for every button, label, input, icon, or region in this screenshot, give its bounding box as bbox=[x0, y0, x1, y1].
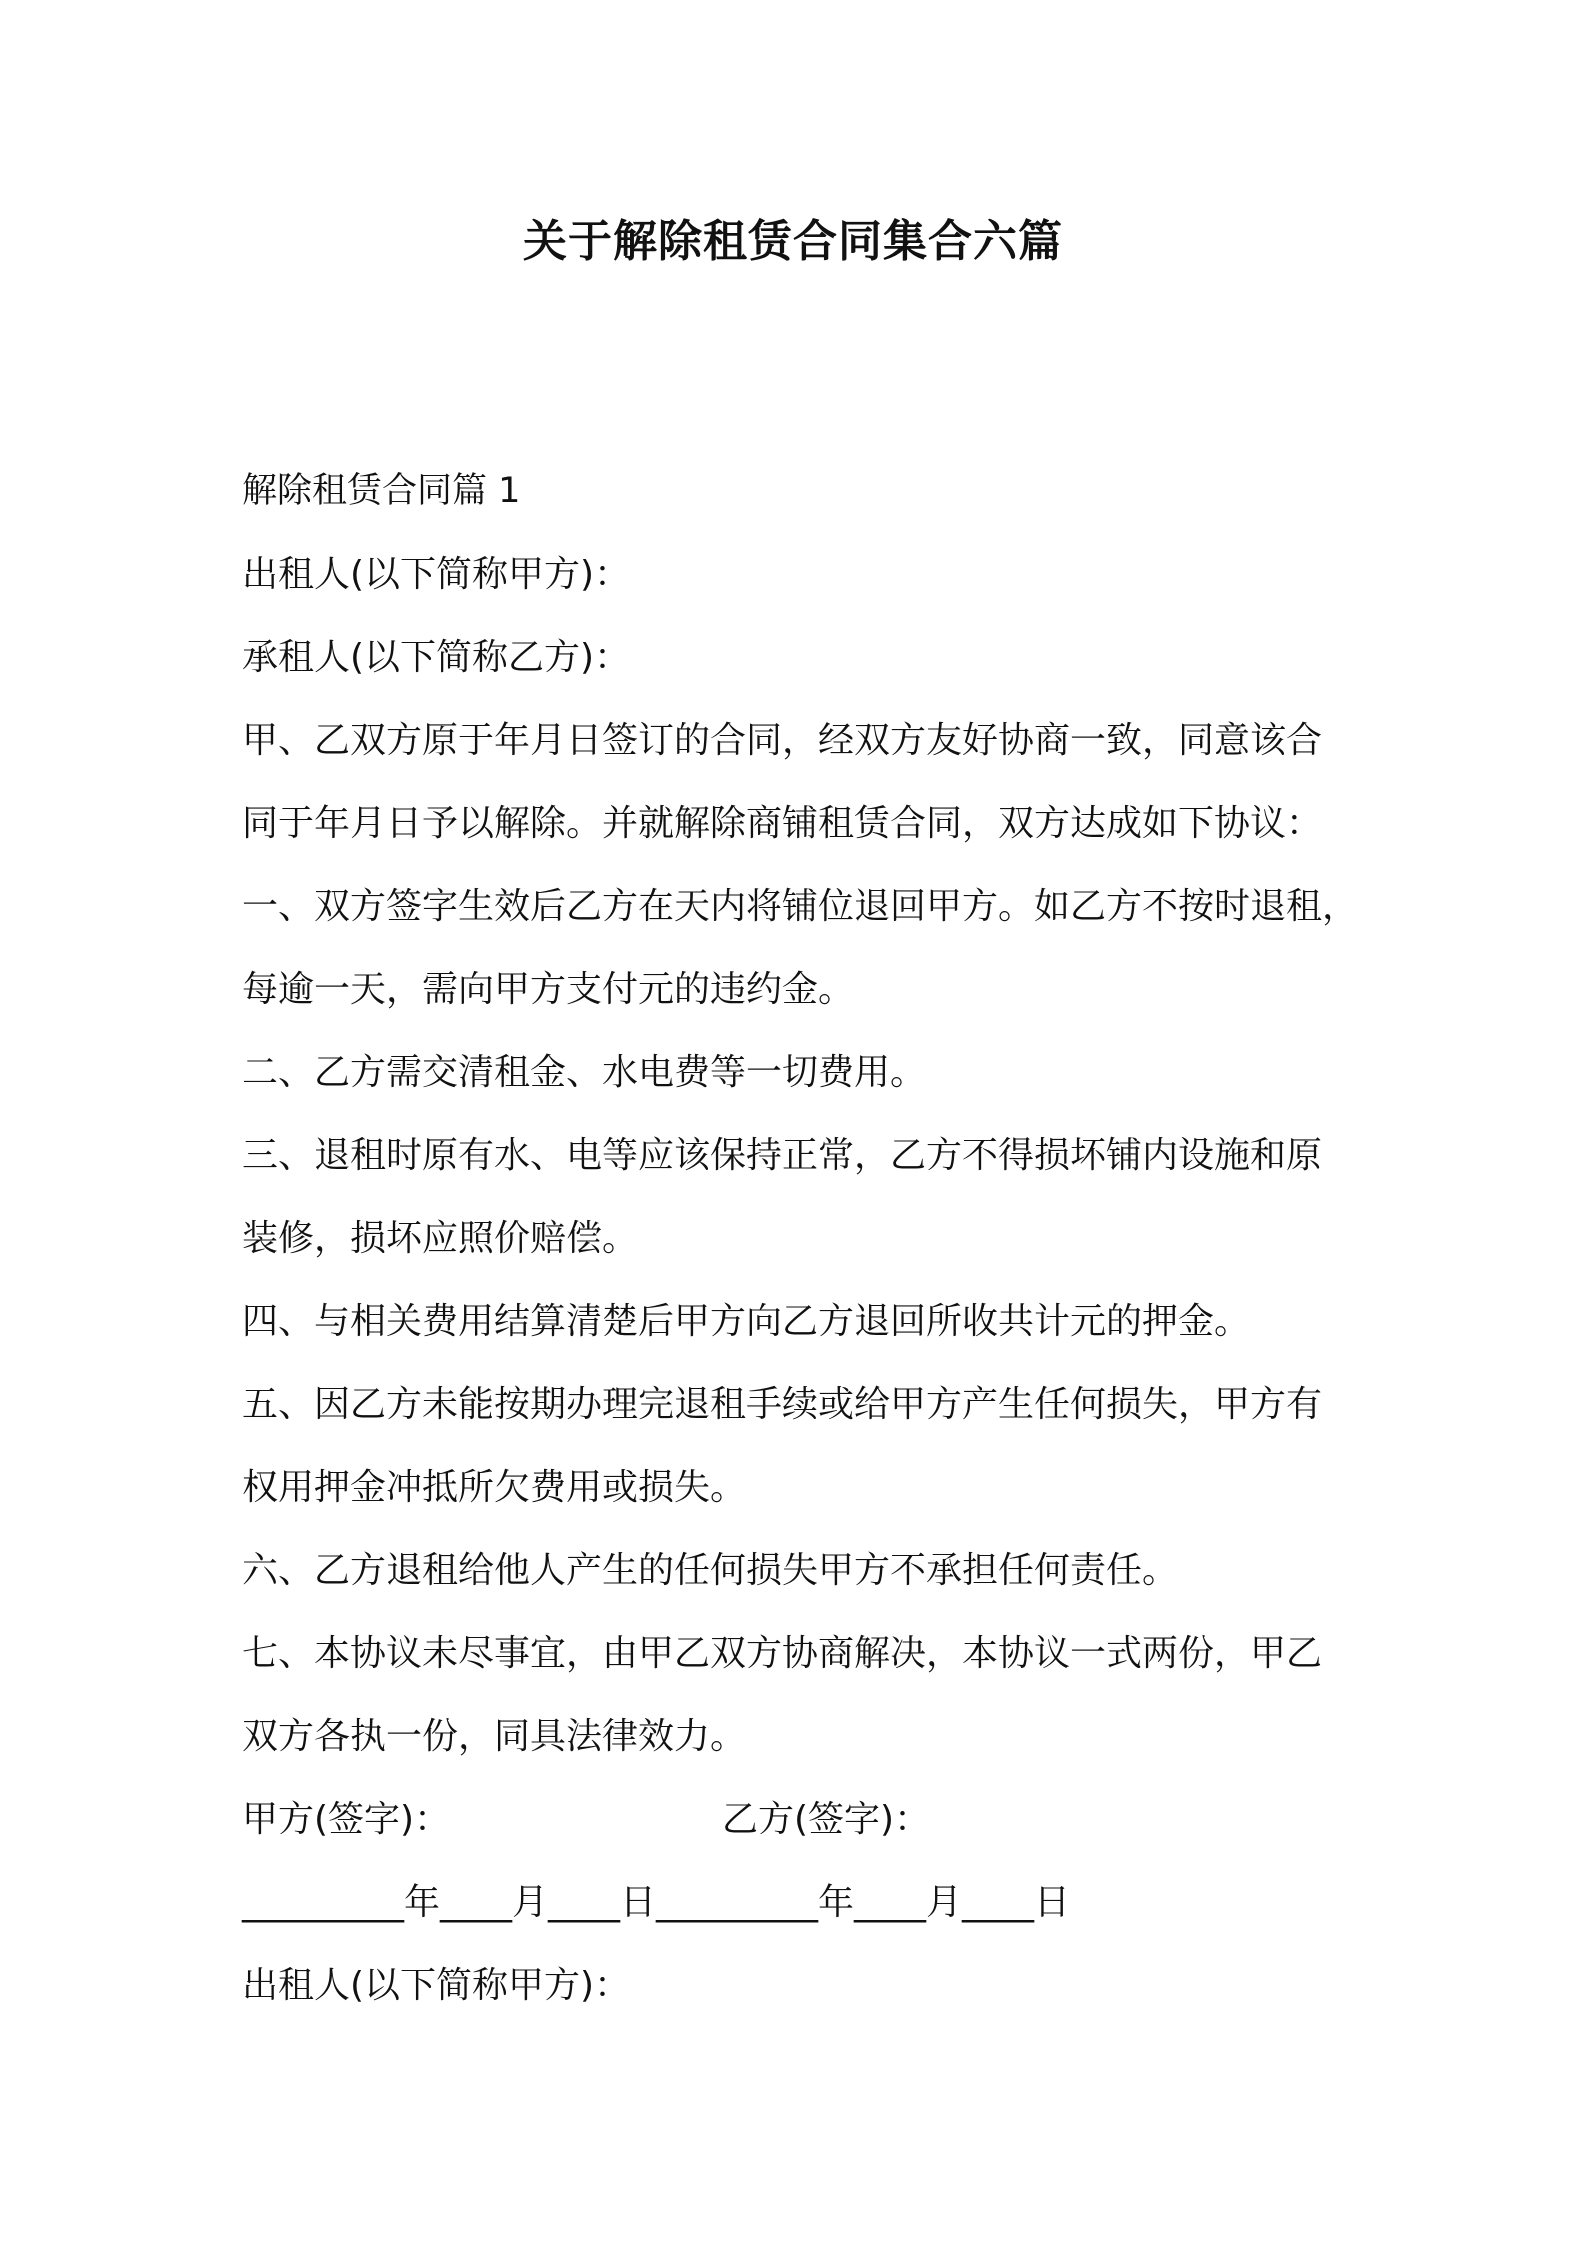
clause-line: 五、因乙方未能按期办理完退租手续或给甲方产生任何损失，甲方有 bbox=[242, 1384, 1323, 1425]
paragraph-line: 甲、乙双方原于年月日签订的合同，经双方友好协商一致，同意该合 bbox=[242, 720, 1323, 761]
clause-line: 每逾一天，需向甲方支付元的违约金。 bbox=[242, 969, 855, 1010]
lessor-line-repeat: 出租人(以下简称甲方)： bbox=[242, 1965, 631, 2006]
date-line: _________年____月____日_________年____月____日 bbox=[242, 1882, 1070, 1923]
clause-line: 三、退租时原有水、电等应该保持正常，乙方不得损坏铺内设施和原 bbox=[242, 1135, 1323, 1176]
lessee-line: 承租人(以下简称乙方)： bbox=[242, 637, 631, 678]
clause-line: 二、乙方需交清租金、水电费等一切费用。 bbox=[242, 1052, 927, 1093]
clause-line: 七、本协议未尽事宜，由甲乙双方协商解决，本协议一式两份，甲乙 bbox=[242, 1633, 1323, 1674]
clause-line: 一、双方签字生效后乙方在天内将铺位退回甲方。如乙方不按时退租， bbox=[242, 886, 1359, 927]
document-title: 关于解除租赁合同集合六篇 bbox=[523, 216, 1063, 267]
clause-line: 六、乙方退租给他人产生的任何损失甲方不承担任何责任。 bbox=[242, 1550, 1179, 1591]
signature-row bbox=[242, 1778, 1362, 1861]
lessor-line: 出租人(以下简称甲方)： bbox=[242, 554, 631, 595]
clause-line: 四、与相关费用结算清楚后甲方向乙方退回所收共计元的押金。 bbox=[242, 1301, 1251, 1342]
clause-line: 权用押金冲抵所欠费用或损失。 bbox=[242, 1467, 747, 1508]
paragraph-line: 同于年月日予以解除。并就解除商铺租赁合同，双方达成如下协议： bbox=[242, 803, 1323, 844]
clause-line: 装修，损坏应照价赔偿。 bbox=[242, 1218, 639, 1259]
party-b-signature-label: 乙方(签字)： bbox=[722, 1799, 931, 1840]
party-a-signature-label: 甲方(签字)： bbox=[242, 1799, 451, 1840]
document-body bbox=[242, 450, 1362, 2027]
section-heading: 解除租赁合同篇 1 bbox=[242, 471, 521, 511]
clause-line: 双方各执一份，同具法律效力。 bbox=[242, 1716, 747, 1757]
